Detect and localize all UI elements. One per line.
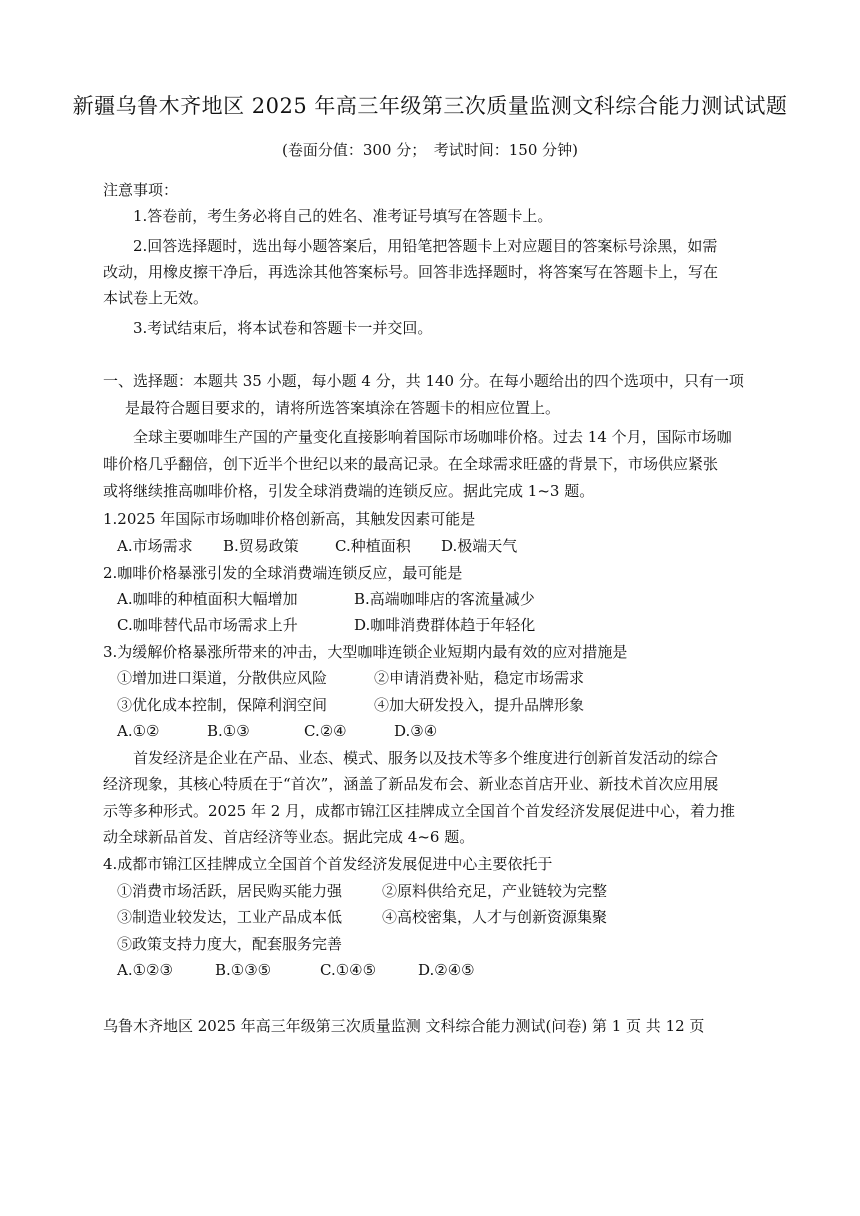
question-2-option-a: A.咖啡的种植面积大幅增加	[117, 590, 298, 608]
question-3-statement-2: ②申请消费补贴，稳定市场需求	[374, 669, 585, 687]
notice-item-2-line-3: 本试卷上无效。	[103, 289, 209, 307]
question-4-statement-2: ②原料供给充足，产业链较为完整	[382, 882, 608, 900]
passage-2-line-3: 示等多种形式。2025 年 2 月，成都市锦江区挂牌成立全国首个首发经济发展促进中心，着力推	[103, 802, 736, 820]
passage-2-line-1: 首发经济是企业在产品、业态、模式、服务以及技术等多个维度进行创新首发活动的综合	[133, 749, 719, 767]
notice-item-2-line-1: 2.回答选择题时，选出每小题答案后，用铅笔把答题卡上对应题目的答案标号涂黑，如需	[133, 237, 718, 255]
question-1-stem: 1.2025 年国际市场咖啡价格创新高，其触发因素可能是	[103, 510, 476, 528]
question-3-statement-3: ③优化成本控制，保障利润空间	[117, 696, 328, 714]
question-4-option-c: C.①④⑤	[320, 961, 377, 979]
page-footer: 乌鲁木齐地区 2025 年高三年级第三次质量监测 文科综合能力测试(问卷) 第 1 页 共 12 页	[103, 1017, 705, 1035]
question-3-statement-4: ④加大研发投入，提升品牌形象	[374, 696, 585, 714]
exam-subtitle: (卷面分值：300 分； 考试时间：150 分钟)	[281, 141, 578, 159]
question-2-stem: 2.咖啡价格暴涨引发的全球消费端连锁反应，最可能是	[103, 564, 463, 582]
question-2-option-b: B.高端咖啡店的客流量减少	[354, 590, 535, 608]
question-3-option-c: C.②④	[304, 722, 347, 740]
question-3-statement-1: ①增加进口渠道，分散供应风险	[117, 669, 328, 687]
question-1-option-c: C.种植面积	[335, 537, 411, 555]
question-3-option-b: B.①③	[207, 722, 250, 740]
section-1-instruction-line-1: 一、选择题：本题共 35 小题，每小题 4 分，共 140 分。在每小题给出的四个选项中，只有一项	[103, 372, 744, 390]
question-1-option-b: B.贸易政策	[223, 537, 299, 555]
question-4-option-b: B.①③⑤	[215, 961, 272, 979]
passage-1-line-2: 啡价格几乎翻倍，创下近半个世纪以来的最高记录。在全球需求旺盛的背景下，市场供应紧张	[103, 455, 719, 473]
question-3-option-d: D.③④	[394, 722, 438, 740]
question-4-statement-4: ④高校密集，人才与创新资源集聚	[382, 908, 608, 926]
passage-1-line-1: 全球主要咖啡生产国的产量变化直接影响着国际市场咖啡价格。过去 14 个月，国际市场咖	[133, 428, 732, 446]
question-4-statement-5: ⑤政策支持力度大，配套服务完善	[117, 935, 343, 953]
question-1-option-a: A.市场需求	[117, 537, 193, 555]
question-4-statement-1: ①消费市场活跃，居民购买能力强	[117, 882, 343, 900]
question-3-option-a: A.①②	[117, 722, 160, 740]
notice-item-2-line-2: 改动，用橡皮擦干净后，再选涂其他答案标号。回答非选择题时，将答案写在答题卡上，写在	[103, 263, 719, 281]
question-2-option-c: C.咖啡替代品市场需求上升	[117, 616, 298, 634]
notice-heading: 注意事项：	[103, 181, 179, 199]
exam-title: 新疆乌鲁木齐地区 2025 年高三年级第三次质量监测文科综合能力测试试题	[72, 94, 788, 118]
question-3-stem: 3.为缓解价格暴涨所带来的冲击，大型咖啡连锁企业短期内最有效的应对措施是	[103, 643, 628, 661]
notice-item-3: 3.考试结束后，将本试卷和答题卡一并交回。	[133, 319, 433, 337]
question-1-option-d: D.极端天气	[441, 537, 518, 555]
passage-2-line-4: 动全球新品首发、首店经济等业态。据此完成 4~6 题。	[103, 828, 475, 846]
notice-item-1: 1.答卷前，考生务必将自己的姓名、准考证号填写在答题卡上。	[133, 207, 553, 225]
question-4-statement-3: ③制造业较发达，工业产品成本低	[117, 908, 343, 926]
section-1-instruction-line-2: 是最符合题目要求的，请将所选答案填涂在答题卡的相应位置上。	[125, 399, 561, 417]
question-4-option-a: A.①②③	[117, 961, 173, 979]
passage-2-line-2: 经济现象，其核心特质在于“首次”，涵盖了新品发布会、新业态首店开业、新技术首次应用展	[103, 775, 719, 793]
passage-1-line-3: 或将继续推高咖啡价格，引发全球消费端的连锁反应。据此完成 1~3 题。	[103, 482, 595, 500]
question-4-stem: 4.成都市锦江区挂牌成立全国首个首发经济发展促进中心主要依托于	[103, 855, 553, 873]
question-2-option-d: D.咖啡消费群体趋于年轻化	[354, 616, 536, 634]
question-4-option-d: D.②④⑤	[418, 961, 475, 979]
